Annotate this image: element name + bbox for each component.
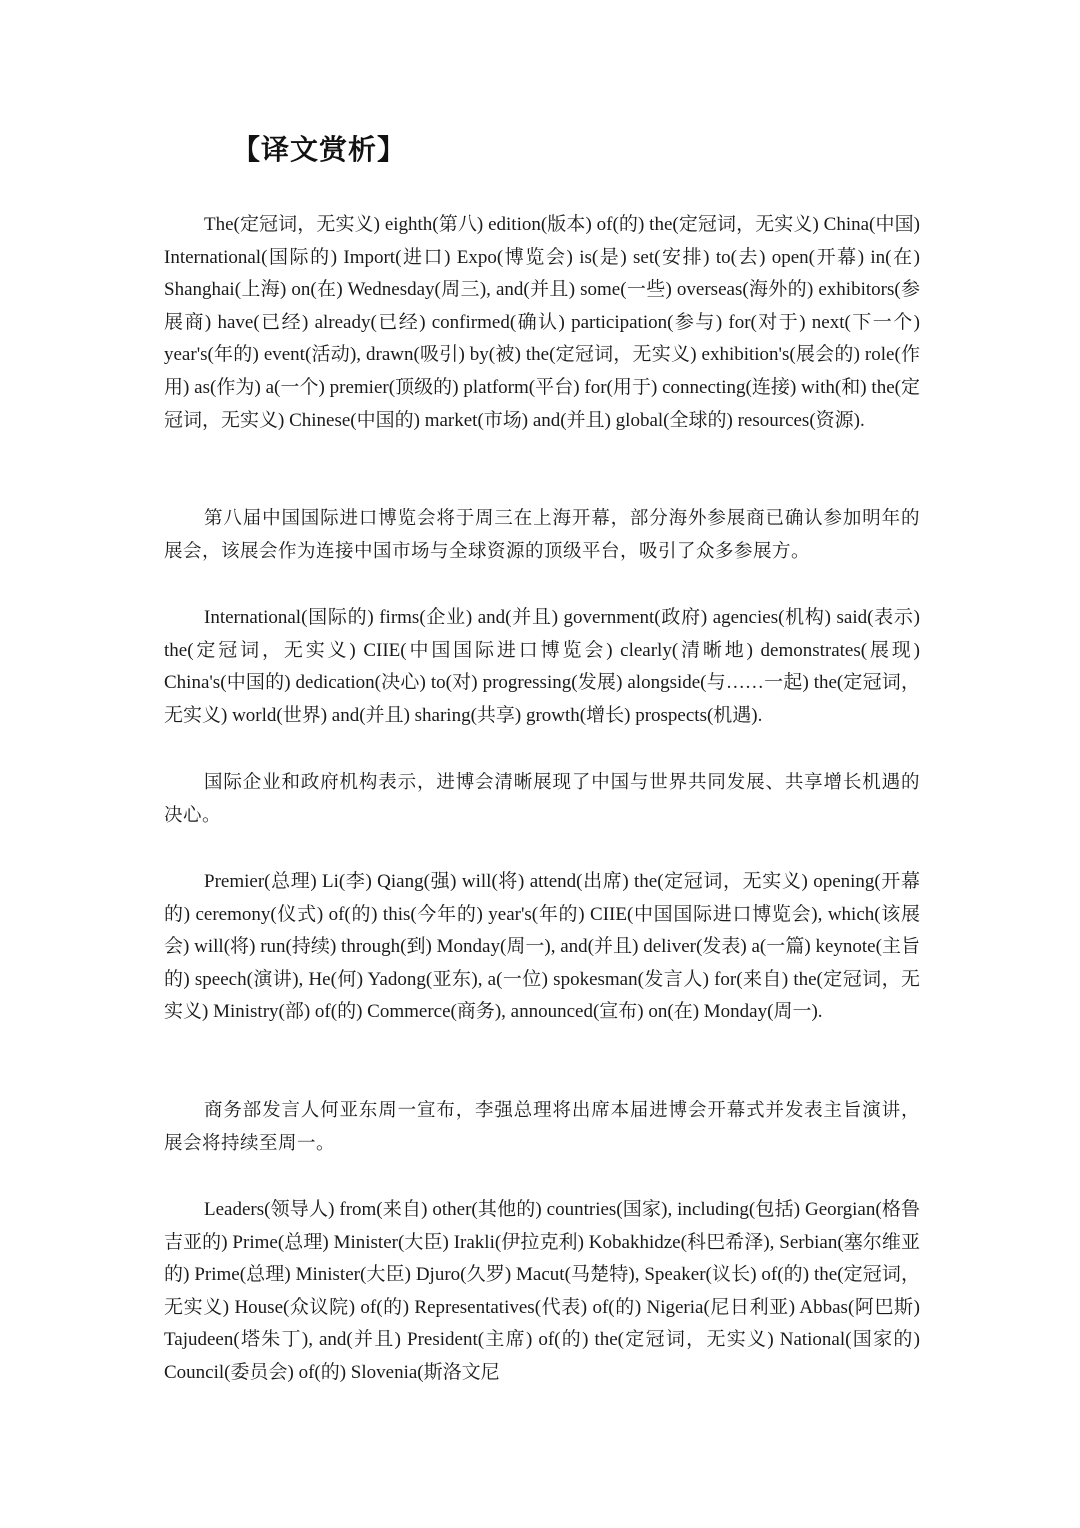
paragraph-english-2: International(国际的) firms(企业) and(并且) government(政府) agencies(机构) said(表示) the(定冠词，无实义) CIIE(中国国际进口博览会) clearly(清晰地) demonstrates(展现) China's(中国的) dedication(决心) to(对) progressing(发展) alongside(与……一起) the(定冠词，无实义) world(世界) and(并且) sharing(共享) growth(增长) prospects(机遇). bbox=[164, 607, 920, 726]
paragraph-english-1: The(定冠词，无实义) eighth(第八) edition(版本) of(的) the(定冠词，无实义) China(中国) International(国际的) Import(进口) Expo(博览会) is(是) set(安排) to(去) open(开幕) in(在) Shanghai(上海) on(在) Wednesday(周三), and(并且) some(一些) overseas(海外的) exhibitors(参展商) have(已经) already(已经) confirmed(确认) participation(参与) for(对于) next(下一个) year's(年的) event(活动), drawn(吸引) by(被) the(定冠词，无实义) exhibition's(展会的) role(作用) as(作为) a(一个) premier(顶级的) platform(平台) for(用于) connecting(连接) with(和) the(定冠词，无实义) Chinese(中国的) market(市场) and(并且) global(全球的) resources(资源). bbox=[164, 214, 920, 431]
section-title: 【译文赏析】 bbox=[232, 133, 407, 166]
paragraph-chinese-2: 国际企业和政府机构表示，进博会清晰展现了中国与世界共同发展、共享增长机遇的决心。 bbox=[164, 772, 920, 826]
paragraph-chinese-1: 第八届中国国际进口博览会将于周三在上海开幕，部分海外参展商已确认参加明年的展会，该展会作为连接中国市场与全球资源的顶级平台，吸引了众多参展方。 bbox=[164, 508, 920, 562]
paragraph-english-4: Leaders(领导人) from(来自) other(其他的) countries(国家), including(包括) Georgian(格鲁吉亚的) Prime(总理) Minister(大臣) Irakli(伊拉克利) Kobakhidze(科巴希泽), Serbian(塞尔维亚的) Prime(总理) Minister(大臣) Djuro(久罗) Macut(马楚特), Speaker(议长) of(的) the(定冠词，无实义) House(众议院) of(的) Representatives(代表) of(的) Nigeria(尼日利亚) Abbas(阿巴斯) Tajudeen(塔朱丁), and(并且) President(主席) of(的) the(定冠词，无实义) National(国家的) Council(委员会) of(的) Slovenia(斯洛文尼 bbox=[164, 1199, 920, 1383]
paragraph-chinese-3: 商务部发言人何亚东周一宣布，李强总理将出席本届进博会开幕式并发表主旨演讲，展会将持续至周一。 bbox=[164, 1100, 920, 1154]
paragraph-english-3: Premier(总理) Li(李) Qiang(强) will(将) attend(出席) the(定冠词，无实义) opening(开幕的) ceremony(仪式) of(的) this(今年的) year's(年的) CIIE(中国国际进口博览会), which(该展会) will(将) run(持续) through(到) Monday(周一), and(并且) deliver(发表) a(一篇) keynote(主旨的) speech(演讲), He(何) Yadong(亚东), a(一位) spokesman(发言人) for(来自) the(定冠词，无实义) Ministry(部) of(的) Commerce(商务), announced(宣布) on(在) Monday(周一). bbox=[164, 871, 920, 1023]
